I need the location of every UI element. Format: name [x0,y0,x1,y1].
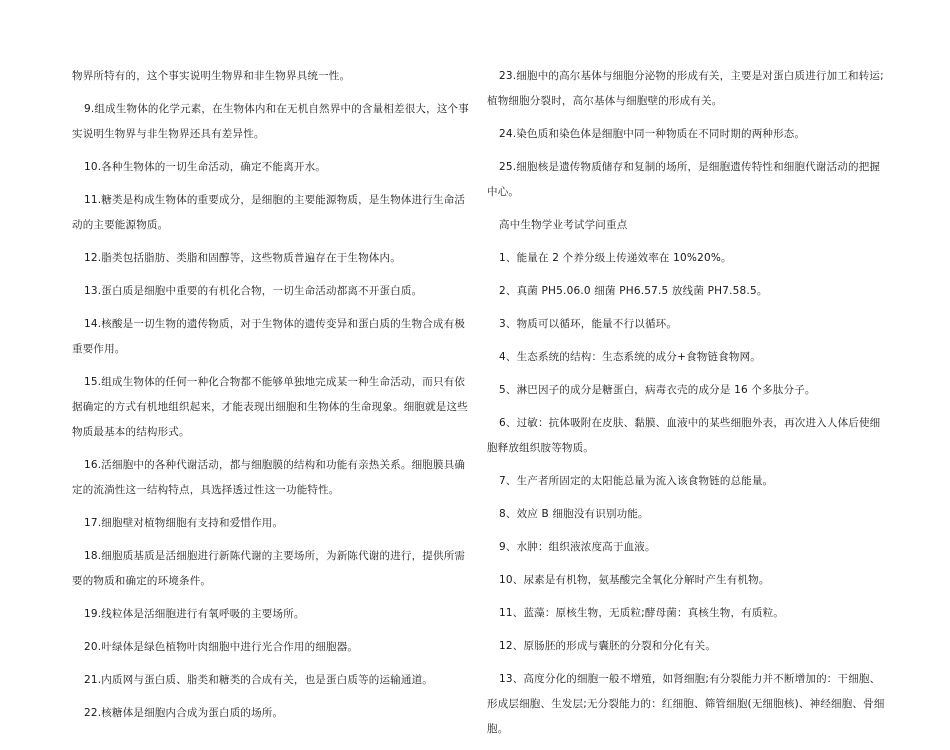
paragraph: 12.脂类包括脂肪、类脂和固醇等，这些物质普遍存在于生物体内。 [84,252,401,264]
paragraph: 13、高度分化的细胞一般不增殖，如肾细胞;有分裂能力并不断增加的：干细胞、形成层细胞、生发层;无分裂能力的：红细胞、筛管细胞(无细胞核)、神经细胞、骨细胞。 [487,673,885,735]
paragraph: 6、过敏：抗体吸附在皮肤、黏膜、血液中的某些细胞外表，再次进入人体后使细胞释放组织胺等物质。 [487,417,881,454]
paragraph: 19.线粒体是活细胞进行有氧呼吸的主要场所。 [84,608,305,620]
paragraph: 4、生态系统的结构：生态系统的成分+食物链食物网。 [499,351,761,363]
paragraph: 10.各种生物体的一切生命活动，确定不能离开水。 [84,161,326,173]
paragraph: 5、淋巴因子的成分是糖蛋白，病毒衣壳的成分是 16 个多肽分子。 [499,384,816,396]
paragraph: 22.核糖体是细胞内合成为蛋白质的场所。 [84,707,284,719]
paragraph: 13.蛋白质是细胞中重要的有机化合物，一切生命活动都离不开蛋白质。 [84,285,423,297]
right-text-column [487,64,887,750]
paragraph: 1、能量在 2 个养分级上传递效率在 10%20%。 [499,252,732,264]
paragraph: 9.组成生物体的化学元素，在生物体内和在无机自然界中的含量相差很大，这个事实说明生物界与非生物界还具有差异性。 [72,103,469,140]
paragraph: 18.细胞质基质是活细胞进行新陈代谢的主要场所，为新陈代谢的进行，提供所需要的物质和确定的环境条件。 [72,550,466,587]
paragraph: 23.细胞中的高尔基体与细胞分泌物的形成有关，主要是对蛋白质进行加工和转运;植物细胞分裂时，高尔基体与细胞壁的形成有关。 [487,70,884,107]
paragraph: 物界所特有的，这个事实说明生物界和非生物界具统一性。 [72,70,351,82]
paragraph: 11.糖类是构成生物体的重要成分，是细胞的主要能源物质，是生物体进行生命活动的主要能源物质。 [72,194,466,231]
paragraph: 9、水肿：组织液浓度高于血液。 [499,541,656,553]
paragraph: 21.内质网与蛋白质、脂类和糖类的合成有关，也是蛋白质等的运输通道。 [84,674,433,686]
paragraph: 2、真菌 PH5.06.0 细菌 PH6.57.5 放线菌 PH7.58.5。 [499,285,768,297]
left-text-column [72,64,472,734]
paragraph: 17.细胞壁对植物细胞有支持和爱惜作用。 [84,517,284,529]
paragraph: 25.细胞核是遗传物质储存和复制的场所，是细胞遗传特性和细胞代谢活动的把握中心。 [487,161,881,198]
paragraph: 10、尿素是有机物，氨基酸完全氧化分解时产生有机物。 [499,574,770,586]
paragraph: 7、生产者所固定的太阳能总量为流入该食物链的总能量。 [499,475,774,487]
paragraph: 12、原肠胚的形成与囊胚的分裂和分化有关。 [499,640,717,652]
paragraph: 3、物质可以循环，能量不行以循环。 [499,318,678,330]
paragraph: 8、效应 B 细胞没有识别功能。 [499,508,649,520]
paragraph: 20.叶绿体是绿色植物叶肉细胞中进行光合作用的细胞器。 [84,641,359,653]
paragraph: 高中生物学业考试学问重点 [499,219,628,231]
paragraph: 24.染色质和染色体是细胞中同一种物质在不同时期的两种形态。 [499,128,806,140]
paragraph: 15.组成生物体的任何一种化合物都不能够单独地完成某一种生命活动，而只有依据确定的方式有机地组织起来，才能表现出细胞和生物体的生命现象。细胞就是这些物质最基本的结构形式。 [72,376,468,438]
paragraph: 11、蓝藻：原核生物，无质粒;酵母菌：真核生物，有质粒。 [499,607,784,619]
paragraph: 16.活细胞中的各种代谢活动，都与细胞膜的结构和功能有亲热关系。细胞膜具确定的流淌性这一结构特点，具选择透过性这一功能特性。 [72,459,466,496]
paragraph: 14.核酸是一切生物的遗传物质，对于生物体的遗传变异和蛋白质的生物合成有极重要作用。 [72,318,466,355]
